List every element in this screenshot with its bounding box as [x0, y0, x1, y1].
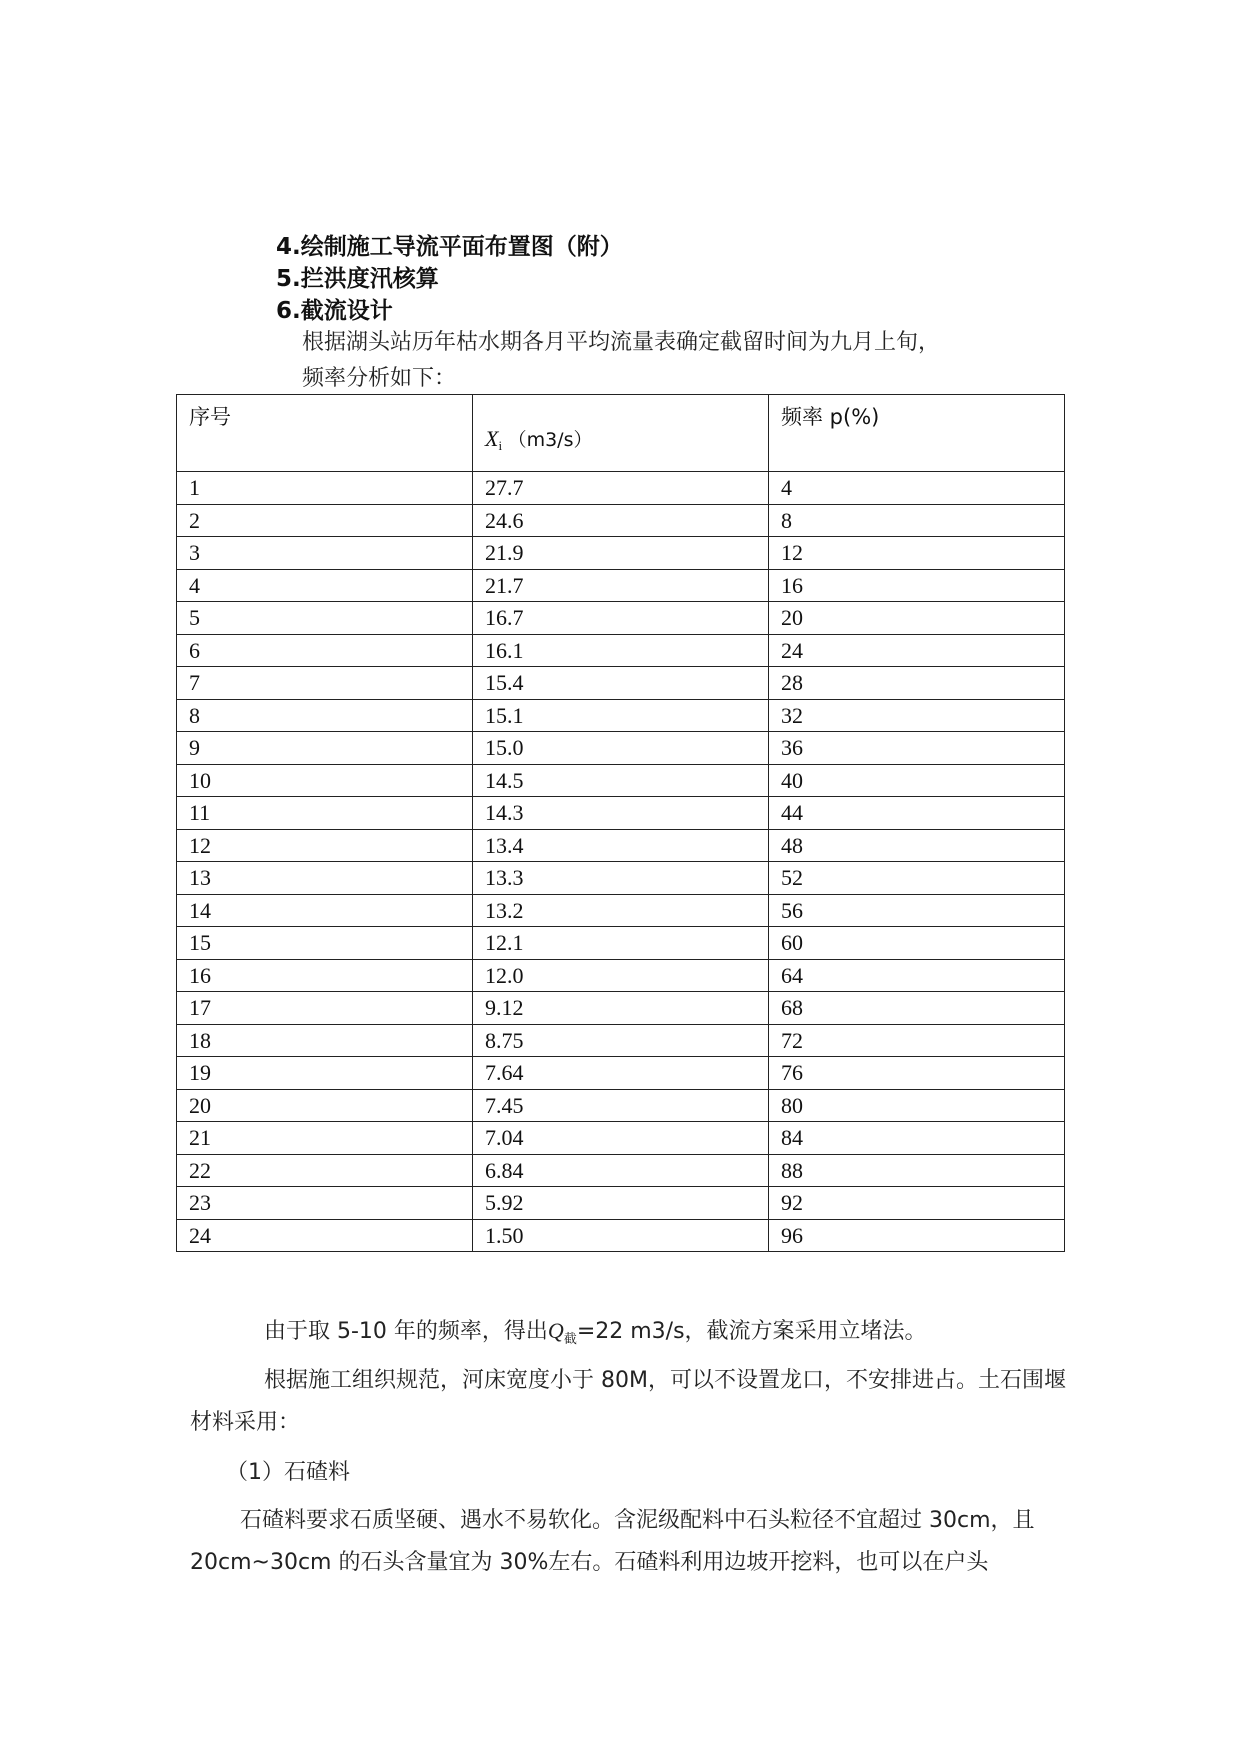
cell-index: 8 [177, 699, 473, 732]
cell-flow: 27.7 [473, 472, 769, 505]
intro-line-2: 频率分析如下： [302, 366, 457, 391]
section-heading-4: 4.绘制施工导流平面布置图（附） [276, 234, 623, 260]
table-row [177, 797, 1065, 830]
paragraph-specification: 根据施工组织规范，河床宽度小于 80M，可以不设置龙口，不安排进占。土石围堰材料采用： [190, 1368, 1066, 1435]
table-row [177, 537, 1065, 570]
table-row [177, 699, 1065, 732]
table-row [177, 894, 1065, 927]
cell-frequency: 80 [769, 1089, 1065, 1122]
table-body [177, 472, 1065, 1252]
intro-line-1: 根据湖头站历年枯水期各月平均流量表确定截留时间为九月上旬， [302, 330, 941, 355]
cell-index: 14 [177, 894, 473, 927]
cell-flow: 14.5 [473, 764, 769, 797]
table-row [177, 1154, 1065, 1187]
cell-frequency: 96 [769, 1219, 1065, 1252]
cell-index: 24 [177, 1219, 473, 1252]
frequency-table [176, 394, 1065, 1252]
table-row [177, 472, 1065, 505]
table-row [177, 959, 1065, 992]
table-row [177, 504, 1065, 537]
cell-flow: 9.12 [473, 992, 769, 1025]
cell-index: 17 [177, 992, 473, 1025]
header-frequency: 频率 p(%) [769, 395, 1065, 472]
cell-flow: 7.04 [473, 1122, 769, 1155]
cell-index: 13 [177, 862, 473, 895]
cell-frequency: 12 [769, 537, 1065, 570]
cell-flow: 15.4 [473, 667, 769, 700]
cell-frequency: 92 [769, 1187, 1065, 1220]
cell-flow: 14.3 [473, 797, 769, 830]
cell-frequency: 76 [769, 1057, 1065, 1090]
cell-flow: 12.0 [473, 959, 769, 992]
cell-frequency: 8 [769, 504, 1065, 537]
cell-frequency: 60 [769, 927, 1065, 960]
table-row [177, 1122, 1065, 1155]
cell-index: 10 [177, 764, 473, 797]
cell-frequency: 52 [769, 862, 1065, 895]
cell-flow: 8.75 [473, 1024, 769, 1057]
table-row [177, 602, 1065, 635]
paragraph-cutoff-flow: 由于取 5-10 年的频率，得出$Q_截=22$ m3/s，截流方案采用立堵法。 [264, 1318, 927, 1347]
cell-frequency: 40 [769, 764, 1065, 797]
cell-index: 20 [177, 1089, 473, 1122]
cell-frequency: 48 [769, 829, 1065, 862]
table-row [177, 1024, 1065, 1057]
cell-index: 4 [177, 569, 473, 602]
cell-index: 5 [177, 602, 473, 635]
cell-frequency: 56 [769, 894, 1065, 927]
paragraph-item-1: （1）石碴料 [226, 1460, 350, 1485]
cell-flow: 16.1 [473, 634, 769, 667]
cell-flow: 15.0 [473, 732, 769, 765]
cell-index: 15 [177, 927, 473, 960]
table-row [177, 927, 1065, 960]
cell-index: 23 [177, 1187, 473, 1220]
cell-index: 19 [177, 1057, 473, 1090]
table-row [177, 1187, 1065, 1220]
table-row [177, 1219, 1065, 1252]
cell-flow: 21.9 [473, 537, 769, 570]
header-flow: $X_i$ （m3/s） [473, 395, 769, 472]
table-row [177, 732, 1065, 765]
cell-flow: 21.7 [473, 569, 769, 602]
cell-flow: 16.7 [473, 602, 769, 635]
table-row [177, 634, 1065, 667]
section-heading-6: 6.截流设计 [276, 298, 393, 324]
cell-flow: 13.4 [473, 829, 769, 862]
cell-flow: 15.1 [473, 699, 769, 732]
cell-index: 21 [177, 1122, 473, 1155]
cell-flow: 12.1 [473, 927, 769, 960]
cell-frequency: 16 [769, 569, 1065, 602]
cell-frequency: 72 [769, 1024, 1065, 1057]
header-index: 序号 [177, 395, 473, 472]
cell-index: 7 [177, 667, 473, 700]
cell-index: 2 [177, 504, 473, 537]
cell-flow: 5.92 [473, 1187, 769, 1220]
table-row [177, 862, 1065, 895]
cell-index: 22 [177, 1154, 473, 1187]
cell-flow: 24.6 [473, 504, 769, 537]
table-row [177, 1089, 1065, 1122]
cell-index: 6 [177, 634, 473, 667]
cell-frequency: 32 [769, 699, 1065, 732]
cell-index: 1 [177, 472, 473, 505]
table-row [177, 829, 1065, 862]
cell-frequency: 36 [769, 732, 1065, 765]
cell-flow: 13.3 [473, 862, 769, 895]
cell-index: 16 [177, 959, 473, 992]
cell-flow: 1.50 [473, 1219, 769, 1252]
cell-frequency: 64 [769, 959, 1065, 992]
cell-index: 18 [177, 1024, 473, 1057]
cell-frequency: 28 [769, 667, 1065, 700]
cell-frequency: 88 [769, 1154, 1065, 1187]
cell-frequency: 84 [769, 1122, 1065, 1155]
cell-frequency: 44 [769, 797, 1065, 830]
table-row [177, 992, 1065, 1025]
table-row [177, 667, 1065, 700]
cell-index: 12 [177, 829, 473, 862]
table-header-row [177, 395, 1065, 472]
cell-frequency: 20 [769, 602, 1065, 635]
cell-frequency: 68 [769, 992, 1065, 1025]
cell-flow: 7.45 [473, 1089, 769, 1122]
table-row [177, 569, 1065, 602]
cell-frequency: 4 [769, 472, 1065, 505]
cell-frequency: 24 [769, 634, 1065, 667]
cell-index: 3 [177, 537, 473, 570]
cell-flow: 13.2 [473, 894, 769, 927]
section-heading-5: 5.拦洪度汛核算 [276, 266, 439, 292]
cell-index: 11 [177, 797, 473, 830]
cell-index: 9 [177, 732, 473, 765]
cell-flow: 6.84 [473, 1154, 769, 1187]
cell-flow: 7.64 [473, 1057, 769, 1090]
table-row [177, 1057, 1065, 1090]
paragraph-stone-material: 石碴料要求石质坚硬、遇水不易软化。含泥级配料中石头粒径不宜超过 30cm，且 20cm~30cm 的石头含量宜为 30%左右。石碴料利用边坡开挖料，也可以在户头 [190, 1508, 1035, 1575]
table-row [177, 764, 1065, 797]
